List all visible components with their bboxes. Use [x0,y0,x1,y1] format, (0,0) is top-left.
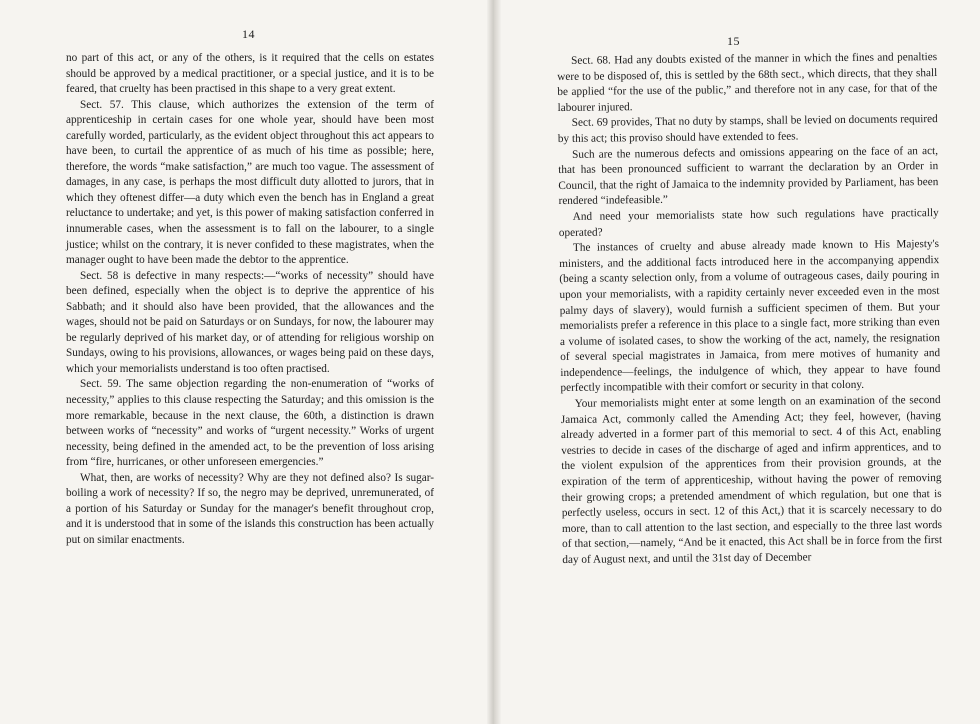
paragraph: Such are the numerous defects and omissions appearing on the face of an act, that has been pronounced sufficient to warrant the declaration by an Order in Council, that the right of Jamaica to the indemnity provided by Parliament, has been rendered “indefeasible.” [558,144,939,208]
paragraph: Sect. 58 is defective in many respects:—“works of necessity” should have been defined, especially when the object is to deprive the apprentice of his Sabbath; and it should also have been provided, that the allowances and the wages, should not be paid on Saturdays or on Sundays, for now, the labourer may be regularly deprived of his market day, or of attending for religious worship on Sundays, owing to his provisions, allowances, or wages being paid on these days, which your memorialists understand is too often practised. [66,269,434,375]
paragraph: Sect. 57. This clause, which authorizes the extension of the term of apprenticeship in certain cases for one whole year, should have been most carefully worded, particularly, as the evident object throughout this act appears to have been, to curtail the apprentice of as much of his time as possible; here, therefore, the words “make satisfaction,” are much too vague. The assessment of damages, in any case, is perhaps the most difficult duty allotted to jurors, that in which they oftenest differ—a duty which even the bench has in England a great reluctance to undertake; and yet, is this power of making satisfaction conferred in innumerable cases, when the assessment is to fall on the labourer, to a single justice; whilst on the contrary, it is never confided to these magistrates, when the manager ought to have been made the debtor to the apprentice. [66,98,434,267]
left-page [0,0,487,724]
paragraph: no part of this act, or any of the others, is it required that the cells on estates should be approved by a medical practitioner, or a special justice, and it is to be feared, that cruelty has been practised in this shape to a very great extent. [66,52,434,96]
page-number: 14 [242,27,255,41]
right-page [501,0,980,724]
paragraph: Your memorialists might enter at some length on an examination of the second Jamaica Act, commonly called the Amending Act; they feel, however, (having already adverted in a former part of this memorial to sect. 4 of this Act, enabling vestries to decide in cases of the discharge of aged and infirm apprentices, and to the violent expulsion of the apprentices from their provision grounds, at the expiration of the term of apprenticeship, without having the power of removing their growing crops; a pretended amendment of which regulation, but one that is perfectly useless, occurs in sect. 12 of this Act,) that it is scarcely necessary to do more, than to call attention to the last section, and especially to the three last words of that section,—namely, “And be it enacted, this Act shall be in force from the first day of August next, and until the 31st day of December [560,394,943,566]
paragraph: Sect. 59. The same objection regarding the non-enumeration of “works of necessity,” applies to this clause respecting the Saturday; and this omission is the more remarkable, because in the next clause, the 60th, a distinction is drawn between works of “necessity” and works of “urgent necessity.” Works of urgent necessity, being defined in the amended act, to be the prevention of loss arising from “fire, hurricanes, or other unforeseen emergencies.” [66,378,434,469]
page-text [66,51,434,549]
paragraph: The instances of cruelty and abuse already made known to His Majesty's ministers, and the additional facts introduced here in the accompanying appendix (being a scanty selection only, from a volume of outrageous cases, daily pouring in upon your memorialists, with a rapidity certainly never exceeded even in the most palmy days of slavery), would furnish a sufficient specimen of them. But your memorialists prefer a reference in this place to a single fact, more striking than even a volume of isolated cases, to show the working of the act, namely, the resignation of several special magistrates in Jamaica, from mere motives of humanity and independence—feelings, the indulgence of which, they appear to have found perfectly incompatible with their comfort or security in that colony. [559,238,941,395]
paragraph: Sect. 69 provides, That no duty by stamps, shall be levied on documents required by this act; this proviso should have extended to fees. [557,113,938,145]
book-gutter [487,0,501,724]
paragraph: Sect. 68. Had any doubts existed of the manner in which the fines and penalties were to be disposed of, this is settled by the 68th sect., which directs, that they shall be applied “for the use of the public,” and therefore not in any case, for that of the labourer injured. [557,51,938,114]
page-text [557,50,942,569]
paragraph: And need your memorialists state how such regulations have practically operated? [558,206,939,239]
page-number: 15 [727,34,740,48]
paragraph: What, then, are works of necessity? Why are they not defined also? Is sugar-boiling a work of necessity? If so, the negro may be deprived, unremunerated, of a portion of his Saturday or Sunday for the manager's benefit throughout crop, and it is understood that in some of the islands this construction has been actually put on similar enactments. [66,471,434,546]
